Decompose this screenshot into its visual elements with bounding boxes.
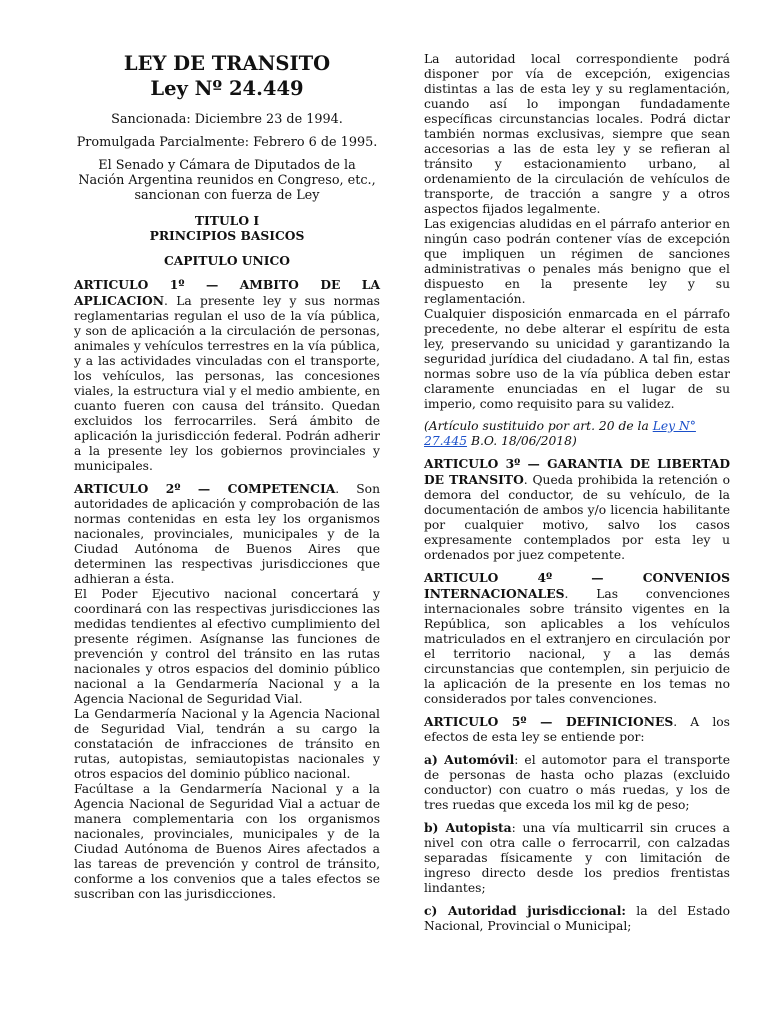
article-3 bbox=[424, 456, 730, 563]
definition-c-term: c) Autoridad jurisdiccional: bbox=[424, 903, 626, 918]
amendment-note bbox=[424, 419, 730, 449]
article-2-paragraph-7: Cualquier disposición enmarcada en el párrafo precedente, no debe alterar el espíritu de esta ley, preservando su unicidad y garantizando la seguridad jurídica del ciudadano. A tal fin, estas normas sobre uso de la vía pública deben estar claramente enunciadas en el lugar de su imperio, como requisito para su validez. bbox=[424, 307, 730, 411]
article-2-paragraph-4: Facúltase a la Gendarmería Nacional y a la Agencia Nacional de Seguridad Vial a actuar de manera complementaria con los organismos nacionales, provinciales, municipales y de la Ciudad Autónoma de Buenos Aires afectados a las tareas de prevención y control de tránsito, conforme a los convenios que a tales efectos se suscriban con las jurisdicciones. bbox=[74, 782, 380, 901]
article-1-heading: ARTICULO 1º — AMBITO DE LA APLICACION bbox=[74, 277, 380, 308]
article-2-paragraph-6: Las exigencias aludidas en el párrafo anterior en ningún caso podrán contener vías de excepción que impliquen un régimen de sanciones administrativas o penales más benigno que el dispuesto en la presente ley y su reglamentación. bbox=[424, 217, 730, 306]
article-3-text: . Queda prohibida la retención o demora del conductor, de su vehículo, de la documentación de ambos y/o licencia habilitante por cualquier motivo, salvo los casos expresamente contemplados por esta ley u ordenados por juez competente. bbox=[424, 473, 730, 562]
right-column bbox=[424, 52, 730, 934]
definition-a-text: : el automotor para el transporte de personas de hasta ocho plazas (excluido conductor) con cuatro o más ruedas, y los de tres ruedas que exceda los mil kg de peso; bbox=[424, 753, 730, 812]
chapter-heading: CAPITULO UNICO bbox=[163, 253, 291, 268]
law-27445-link[interactable]: Ley N° 27.445 bbox=[424, 419, 696, 448]
article-1-text: . La presente ley y sus normas reglamentarias regulan el uso de la vía pública, y son de aplicación a la circulación de personas, animales y vehículos terrestres en la vía pública, y a las actividades vinculadas con el transporte, los vehículos, las personas, las concesiones viales, la estructura vial y el medio ambiente, en cuanto fueren con causa del tránsito. Quedan excluidos los ferrocarriles. Será ámbito de aplicación la jurisdicción federal. Podrán adherir a la presente ley los gobiernos provinciales y municipales. bbox=[74, 294, 380, 473]
article-1 bbox=[74, 277, 380, 474]
article-4 bbox=[424, 570, 730, 707]
definition-c bbox=[424, 903, 730, 934]
definition-b bbox=[424, 820, 730, 896]
law-title: LEY DE TRANSITO bbox=[123, 52, 331, 75]
definition-b-term: b) Autopista bbox=[424, 820, 512, 835]
article-2-paragraph-3: La Gendarmería Nacional y la Agencia Nacional de Seguridad Vial, tendrán a su cargo la constatación de infracciones de tránsito en rutas, autopistas, semiautopistas nacionales y otros espacios del dominio público nacional. bbox=[74, 707, 380, 781]
article-4-heading: ARTICULO 4º — CONVENIOS INTERNACIONALES bbox=[424, 570, 730, 601]
article-2-text: . Son autoridades de aplicación y comprobación de las normas contenidas en esta ley los organismos nacionales, provinciales, municipales y de la Ciudad Autónoma de Buenos Aires que determinen las respectivas jurisdicciones que adhieran a ésta. bbox=[74, 482, 380, 586]
article-3-heading: ARTICULO 3º — GARANTIA DE LIBERTAD DE TRANSITO bbox=[424, 456, 730, 487]
definition-c-text: la del Estado Nacional, Provincial o Municipal; bbox=[424, 904, 730, 933]
definition-a-term: a) Automóvil bbox=[424, 752, 515, 767]
article-5 bbox=[424, 714, 730, 745]
preamble: El Senado y Cámara de Diputados de la Nación Argentina reunidos en Congreso, etc., sancionan con fuerza de Ley bbox=[78, 158, 376, 203]
definition-a bbox=[424, 752, 730, 813]
sanction-date: Sancionada: Diciembre 23 de 1994. bbox=[111, 112, 343, 127]
article-5-text: . A los efectos de esta ley se entiende por: bbox=[424, 715, 730, 744]
left-column bbox=[74, 50, 380, 902]
article-2-paragraph-2: El Poder Ejecutivo nacional concertará y coordinará con las respectivas jurisdicciones las medidas tendientes al efectivo cumplimiento del presente régimen. Asígnanse las funciones de prevención y control del tránsito en las rutas nacionales y otros espacios del dominio público nacional a la Gendarmería Nacional y a la Agencia Nacional de Seguridad Vial. bbox=[74, 587, 380, 706]
article-2 bbox=[74, 481, 380, 587]
title-name: PRINCIPIOS BASICOS bbox=[149, 228, 305, 243]
article-2-paragraph-5: La autoridad local correspondiente podrá disponer por vía de excepción, exigencias distintas a las de esta ley y su reglamentación, cuando así lo impongan fundadamente específicas circunstancias locales. Podrá dictar también normas exclusivas, siempre que sean accesorias a las de esta ley y se refieran al tránsito y estacionamiento urbano, al ordenamiento de la circulación de vehículos de transporte, de tracción a sangre y a otros aspectos fijados legalmente. bbox=[424, 52, 730, 216]
amendment-note-suffix: B.O. 18/06/2018) bbox=[467, 434, 577, 448]
promulgation-date: Promulgada Parcialmente: Febrero 6 de 1995. bbox=[76, 135, 378, 150]
definition-b-text: : una vía multicarril sin cruces a nivel con otra calle o ferrocarril, con calzadas separadas físicamente y con limitación de ingreso directo desde los predios frentistas lindantes; bbox=[424, 821, 730, 895]
article-2-heading: ARTICULO 2º — COMPETENCIA bbox=[74, 481, 336, 496]
law-number: Ley Nº 24.449 bbox=[150, 77, 304, 100]
article-5-heading: ARTICULO 5º — DEFINICIONES bbox=[424, 714, 674, 729]
article-4-text: . Las convenciones internacionales sobre tránsito vigentes en la República, son aplicables a los vehículos matriculados en el extranjero en circulación por el territorio nacional, y a las demás circunstancias que contemplen, sin perjuicio de la aplicación de la presente en los temas no considerados por tales convenciones. bbox=[424, 587, 730, 706]
amendment-note-prefix: (Artículo sustituido por art. 20 de la bbox=[424, 419, 653, 433]
title-heading: TITULO I bbox=[194, 213, 260, 228]
